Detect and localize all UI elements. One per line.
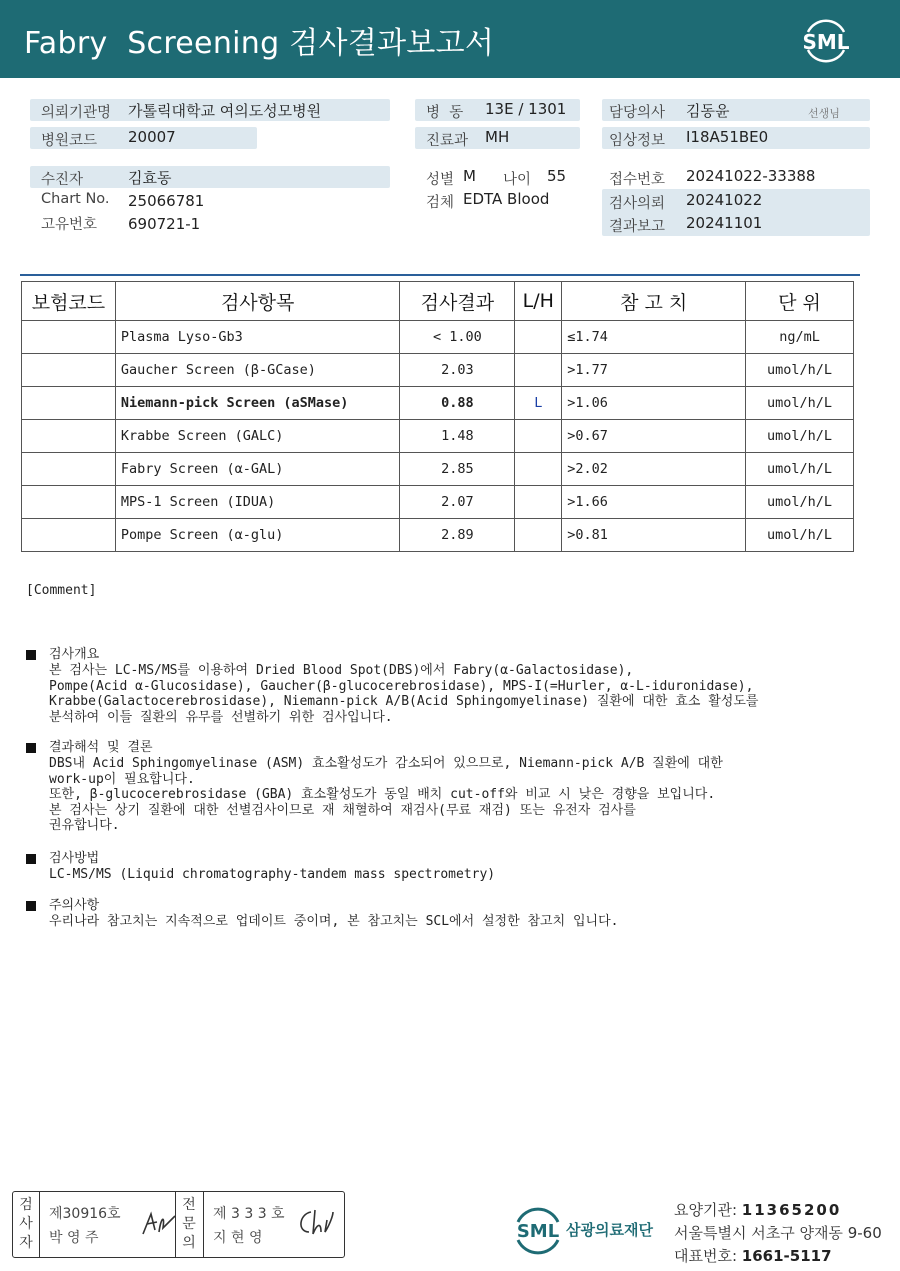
- specialist-license: 제 3 3 3 호: [213, 1206, 285, 1222]
- age-value: 55: [547, 167, 567, 185]
- patient-value: 김효동: [128, 169, 172, 187]
- cell-result: 2.03: [400, 354, 515, 387]
- sml-logo-text: SML: [802, 30, 850, 54]
- cell-reference: >0.81: [562, 519, 746, 552]
- cell-result: 2.85: [400, 453, 515, 486]
- cell-result: < 1.00: [400, 321, 515, 354]
- cell-code: [22, 453, 116, 486]
- patient-label: 수진자: [41, 172, 84, 188]
- department-value: MH: [485, 128, 510, 146]
- section-body: LC-MS/MS (Liquid chromatography-tandem mass spectrometry): [49, 867, 496, 882]
- cell-result: 2.89: [400, 519, 515, 552]
- ward-value: 13E / 1301: [485, 100, 567, 118]
- specialist-vertical-label: [178, 1196, 200, 1253]
- stamp-label-char: 전: [182, 1197, 196, 1213]
- hospital-code-label: 병원코드: [41, 133, 98, 149]
- clinical-info-value: I18A51BE0: [686, 128, 769, 146]
- receipt-no-label: 접수번호: [609, 172, 666, 188]
- sex-value: M: [463, 167, 476, 185]
- header-insurance-code: 보험코드: [22, 282, 116, 321]
- cell-flag: [515, 354, 562, 387]
- unique-no-label: 고유번호: [41, 217, 98, 233]
- results-table: [21, 281, 854, 552]
- section-title: 검사개요: [49, 647, 100, 662]
- stamp-label-char: 의: [182, 1235, 196, 1251]
- cell-flag: [515, 453, 562, 486]
- stamp-label-char: 자: [19, 1235, 33, 1251]
- cell-reference: >1.06: [562, 387, 746, 420]
- specialist-name: 지 현 영: [213, 1230, 263, 1246]
- table-row: [22, 420, 854, 453]
- cell-code: [22, 519, 116, 552]
- signature-box: [12, 1191, 345, 1258]
- age-label: 나이: [503, 172, 532, 188]
- header-unit: 단 위: [746, 282, 854, 321]
- comment-heading: [Comment]: [26, 583, 97, 598]
- cell-item: Fabry Screen (α-GAL): [115, 453, 400, 486]
- cell-flag: [515, 519, 562, 552]
- cell-code: [22, 354, 116, 387]
- sml-footer-logo-icon: [510, 1202, 566, 1258]
- section-title: 결과해석 및 결론: [49, 740, 153, 755]
- cell-item: MPS-1 Screen (IDUA): [115, 486, 400, 519]
- examiner-signature-icon: [141, 1210, 177, 1238]
- department-label: 진료과: [426, 133, 469, 149]
- patient-row: [30, 166, 390, 188]
- institution-code-label: 요양기관:: [674, 1201, 742, 1219]
- foundation-name: 삼광의료재단: [566, 1221, 653, 1239]
- clinical-info-label: 임상정보: [609, 133, 666, 149]
- table-row-abnormal: [22, 387, 854, 420]
- cell-item: Niemann-pick Screen (aSMase): [115, 387, 400, 420]
- stamp-divider: [175, 1192, 176, 1257]
- square-bullet-icon: [26, 854, 36, 864]
- report-title: Fabry Screening 검사결과보고서: [24, 26, 495, 61]
- examiner-vertical-label: [15, 1196, 37, 1253]
- cell-flag: [515, 321, 562, 354]
- cell-flag: [515, 486, 562, 519]
- doctor-suffix: 선생님: [808, 107, 840, 120]
- cell-item: Gaucher Screen (β-GCase): [115, 354, 400, 387]
- specimen-label: 검체: [426, 195, 455, 211]
- sex-label: 성별: [426, 172, 455, 188]
- stamp-label-char: 검: [19, 1197, 33, 1213]
- table-row: [22, 453, 854, 486]
- cell-reference: >0.67: [562, 420, 746, 453]
- cell-code: [22, 387, 116, 420]
- cell-reference: >1.77: [562, 354, 746, 387]
- section-body: 본 검사는 LC-MS/MS를 이용하여 Dried Blood Spot(DBS)에서 Fabry(α-Galactosidase), Pompe(Acid α-Glucosidase), Gaucher(β-glucocerebrosidase), MPS-I(=Hurler, α-L-iduronidase), Krabbe(Galactocerebrosidase), Niemann-pick A/B(Acid Sphingomyelinase) 질환에 대한 효소 활성도를 분석하여 이들 질환의 유무를 선별하기 위한 검사입니다.: [49, 663, 759, 725]
- hospital-code-value: 20007: [128, 128, 176, 146]
- unique-no-value: 690721-1: [128, 215, 201, 233]
- section-title: 주의사항: [49, 898, 100, 913]
- request-date-label: 검사의뢰: [609, 196, 666, 212]
- address-line: 서울특별시 서초구 양재동 9-60: [674, 1224, 882, 1242]
- section-divider: [20, 274, 860, 276]
- cell-result: 1.48: [400, 420, 515, 453]
- header-reference: 참 고 치: [562, 282, 746, 321]
- header-result: 검사결과: [400, 282, 515, 321]
- cell-item: Krabbe Screen (GALC): [115, 420, 400, 453]
- cell-unit: umol/h/L: [746, 453, 854, 486]
- cell-flag-low: L: [515, 387, 562, 420]
- results-header-row: [22, 282, 854, 321]
- cell-unit: umol/h/L: [746, 354, 854, 387]
- cell-reference: >1.66: [562, 486, 746, 519]
- cell-result: 0.88: [400, 387, 515, 420]
- cell-reference: >2.02: [562, 453, 746, 486]
- cell-unit: umol/h/L: [746, 486, 854, 519]
- footer-logo-text: SML: [516, 1221, 560, 1242]
- table-row: [22, 486, 854, 519]
- cell-item: Pompe Screen (α-glu): [115, 519, 400, 552]
- comment-section-method: [26, 851, 495, 883]
- square-bullet-icon: [26, 743, 36, 753]
- specialist-signature-icon: [295, 1206, 335, 1240]
- examiner-name: 박 영 주: [49, 1230, 99, 1246]
- square-bullet-icon: [26, 650, 36, 660]
- section-body: DBS내 Acid Sphingomyelinase (ASM) 효소활성도가 감소되어 있으므로, Niemann-pick A/B 질환에 대한 work-up이 필요합니다. 또한, β-glucocerebrosidase (GBA) 효소활성도가 동일 배치 cut-off와 비교 시 낮은 경향을 보입니다. 본 검사는 상기 질환에 대한 선별검사이므로 재 채혈하여 재검사(무료 재검) 또는 유전자 검사를 권유합니다.: [49, 756, 723, 833]
- comment-section-interpretation: [26, 740, 723, 834]
- comment-section-caution: [26, 898, 619, 930]
- cell-unit: umol/h/L: [746, 387, 854, 420]
- header-test-item: 검사항목: [115, 282, 400, 321]
- header-lh: L/H: [515, 282, 562, 321]
- chart-no-label: Chart No.: [41, 191, 110, 207]
- doctor-value: 김동윤: [686, 102, 730, 120]
- request-date-value: 20241022: [686, 191, 763, 209]
- phone-label: 대표번호:: [674, 1247, 742, 1265]
- cell-unit: ng/mL: [746, 321, 854, 354]
- sml-logo: [800, 14, 852, 66]
- phone-value: 1661-5117: [741, 1247, 832, 1265]
- cell-item: Plasma Lyso-Gb3: [115, 321, 400, 354]
- cell-flag: [515, 420, 562, 453]
- phone-line: [674, 1245, 832, 1266]
- stamp-label-char: 사: [19, 1216, 33, 1232]
- report-date-label: 결과보고: [609, 219, 666, 235]
- cell-unit: umol/h/L: [746, 420, 854, 453]
- square-bullet-icon: [26, 901, 36, 911]
- table-row: [22, 354, 854, 387]
- table-row: [22, 519, 854, 552]
- specimen-value: EDTA Blood: [463, 190, 550, 208]
- stamp-label-char: 문: [182, 1216, 196, 1232]
- cell-reference: ≤1.74: [562, 321, 746, 354]
- stamp-divider: [39, 1192, 40, 1257]
- chart-no-value: 25066781: [128, 192, 205, 210]
- table-row: [22, 321, 854, 354]
- examiner-license: 제30916호: [49, 1206, 121, 1222]
- ward-label: 병 동: [426, 105, 464, 121]
- section-title: 검사방법: [49, 851, 100, 866]
- report-header: [0, 0, 900, 78]
- institution-code-line: [674, 1199, 841, 1220]
- section-body: 우리나라 참고치는 지속적으로 업데이트 중이며, 본 참고치는 SCL에서 설정한 참고치 입니다.: [49, 914, 619, 929]
- cell-code: [22, 420, 116, 453]
- cell-result: 2.07: [400, 486, 515, 519]
- institution-code-value: 11365200: [741, 1201, 842, 1219]
- cell-code: [22, 321, 116, 354]
- cell-code: [22, 486, 116, 519]
- doctor-label: 담당의사: [609, 105, 666, 121]
- stamp-divider: [203, 1192, 204, 1257]
- institution-label: 의뢰기관명: [41, 105, 112, 121]
- institution-value: 가톨릭대학교 여의도성모병원: [128, 102, 322, 120]
- report-date-value: 20241101: [686, 214, 763, 232]
- receipt-no-value: 20241022-33388: [686, 167, 816, 185]
- comment-section-overview: [26, 647, 758, 725]
- cell-unit: umol/h/L: [746, 519, 854, 552]
